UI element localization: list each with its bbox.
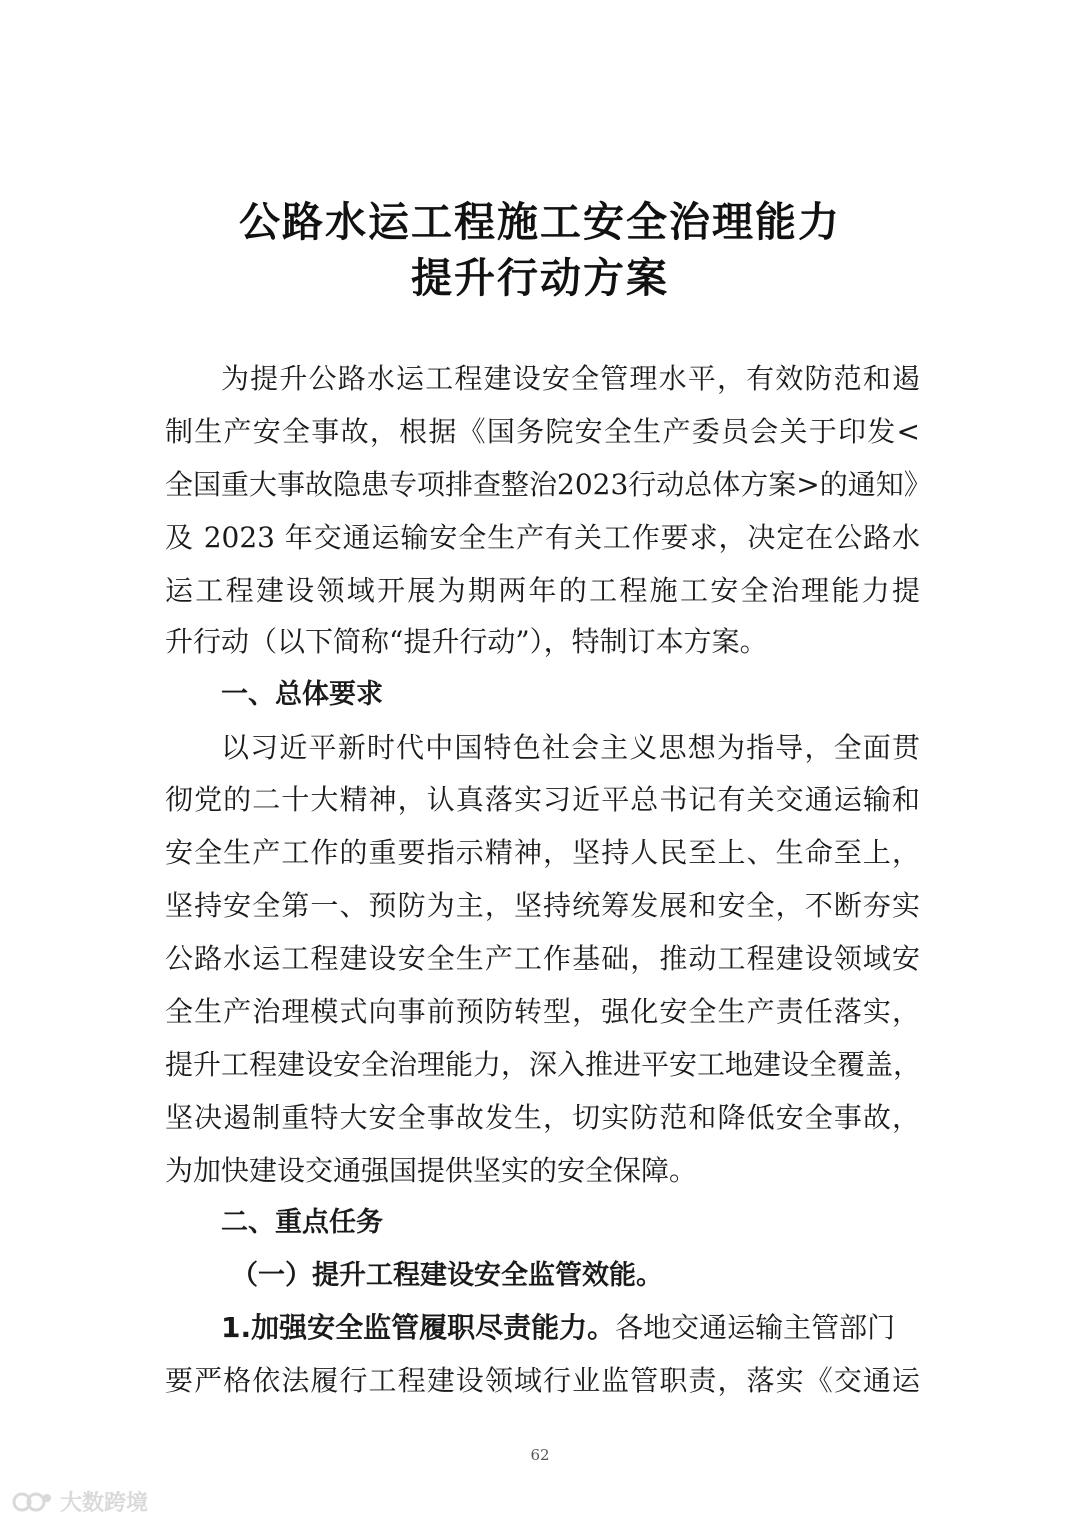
text-line: 升行动（以下简称“提升行动”），特制订本方案。 bbox=[165, 625, 768, 658]
section-heading-2: 二、重点任务 bbox=[221, 1207, 383, 1238]
text-line: 全国重大事故隐患专项排查整治2023行动总体方案>的通知》 bbox=[165, 468, 932, 501]
task-item-1 bbox=[165, 1306, 920, 1346]
text-line: 坚决遏制重特大安全事故发生，切实防范和降低安全事故， bbox=[165, 1101, 920, 1134]
text-line: 全生产治理模式向事前预防转型，强化安全生产责任落实， bbox=[165, 995, 920, 1028]
text-line: 安全生产工作的重要指示精神，坚持人民至上、生命至上， bbox=[165, 836, 920, 869]
section-heading-1: 一、总体要求 bbox=[221, 679, 383, 710]
document-title-line-2: 提升行动方案 bbox=[411, 254, 669, 302]
text-line: 公路水运工程建设安全生产工作基础，推动工程建设领域安 bbox=[165, 942, 920, 975]
text-line: 为提升公路水运工程建设安全管理水平，有效防范和遏 bbox=[221, 362, 920, 395]
text-line: 以习近平新时代中国特色社会主义思想为指导，全面贯 bbox=[221, 731, 920, 764]
text-line: 及 2023 年交通运输安全生产有关工作要求，决定在公路水 bbox=[165, 521, 920, 554]
text-line: 提升工程建设安全治理能力，深入推进平安工地建设全覆盖， bbox=[165, 1048, 922, 1081]
page-number: 62 bbox=[530, 1446, 550, 1464]
document-title-line-1: 公路水运工程施工安全治理能力 bbox=[239, 198, 841, 246]
text-line: 要严格依法履行工程建设领域行业监管职责，落实《交通运 bbox=[165, 1364, 920, 1397]
watermark bbox=[12, 1486, 148, 1517]
text-line: 运工程建设领域开展为期两年的工程施工安全治理能力提 bbox=[165, 574, 920, 607]
watermark-logo-icon bbox=[12, 1489, 54, 1515]
subsection-heading: （一）提升工程建设安全监管效能。 bbox=[231, 1260, 663, 1291]
task-item-1-title: 1.加强安全监管履职尽责能力。 bbox=[221, 1311, 616, 1344]
text-line: 彻党的二十大精神，认真落实习近平总书记有关交通运输和 bbox=[165, 783, 920, 816]
text-line: 坚持安全第一、预防为主，坚持统筹发展和安全，不断夯实 bbox=[165, 889, 920, 922]
text-line: 为加快建设交通强国提供坚实的安全保障。 bbox=[165, 1154, 698, 1187]
text-line: 制生产安全事故，根据《国务院安全生产委员会关于印发< bbox=[165, 415, 920, 448]
watermark-text: 大数跨境 bbox=[60, 1491, 149, 1516]
task-item-1-text: 各地交通运输主管部门 bbox=[615, 1311, 896, 1344]
